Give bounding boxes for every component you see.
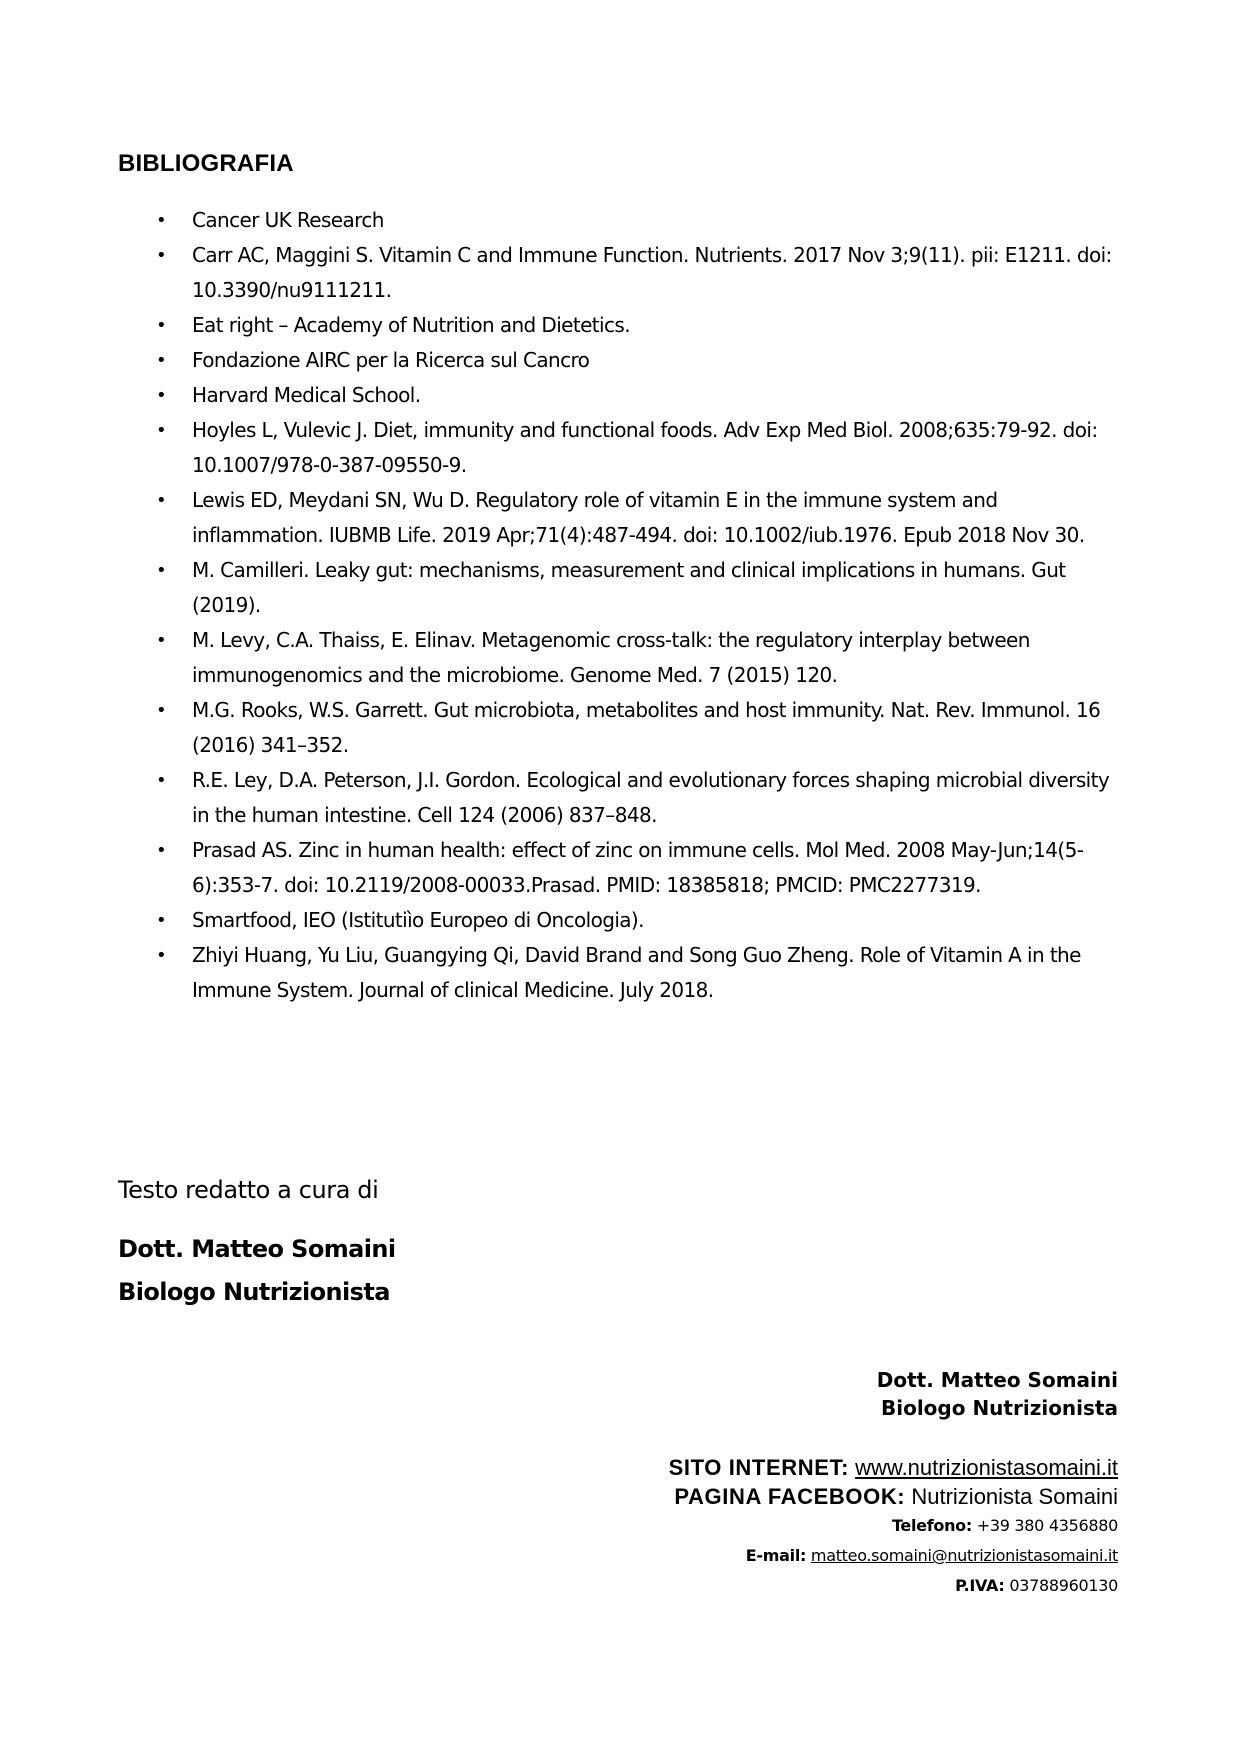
reference-item: • Zhiyi Huang, Yu Liu, Guangying Qi, David Brand and Song Guo Zheng. Role of Vitamin A in the Immune System. Journal of clinical Medicine. July 2018. [150, 938, 1130, 1008]
phone-label: Telefono: [891, 1516, 972, 1535]
reference-item: • Cancer UK Research [150, 203, 1130, 238]
reference-item: • Fondazione AIRC per la Ricerca sul Cancro [150, 343, 1130, 378]
vat-row [669, 1571, 1118, 1601]
website-link[interactable]: www.nutrizionistasomaini.it [855, 1455, 1118, 1480]
reference-list [150, 203, 1130, 1008]
website-label: SITO INTERNET: [668, 1455, 849, 1480]
facebook-row [669, 1482, 1118, 1511]
reference-item: • Hoyles L, Vulevic J. Diet, immunity and functional foods. Adv Exp Med Biol. 2008;635:79-92. doi: 10.1007/978-0-387-09550-9. [150, 413, 1130, 483]
facebook-page-name: Nutrizionista Somaini [911, 1484, 1118, 1509]
credit-line: Testo redatto a cura di [118, 1176, 379, 1204]
vat-label: P.IVA: [955, 1576, 1005, 1595]
vat-value: 03788960130 [1009, 1576, 1118, 1595]
email-link[interactable]: matteo.somaini@nutrizionistasomaini.it [810, 1546, 1118, 1565]
signature-title: Biologo Nutrizionista [880, 1396, 1118, 1420]
reference-item: • M. Levy, C.A. Thaiss, E. Elinav. Metagenomic cross-talk: the regulatory interplay between immunogenomics and the microbiome. Genome Med. 7 (2015) 120. [150, 623, 1130, 693]
bibliography-heading: BIBLIOGRAFIA [118, 150, 294, 177]
reference-item: • Eat right – Academy of Nutrition and Dietetics. [150, 308, 1130, 343]
website-row [669, 1453, 1118, 1482]
reference-item: • Harvard Medical School. [150, 378, 1130, 413]
facebook-label: PAGINA FACEBOOK: [674, 1484, 906, 1509]
phone-value: +39 380 4356880 [976, 1516, 1118, 1535]
reference-item: • Smartfood, IEO (Istitutiìo Europeo di Oncologia). [150, 903, 1130, 938]
signature-block [877, 1366, 1118, 1422]
reference-item: • M.G. Rooks, W.S. Garrett. Gut microbiota, metabolites and host immunity. Nat. Rev. Immunol. 16 (2016) 341–352. [150, 693, 1130, 763]
signature-name: Dott. Matteo Somaini [876, 1368, 1118, 1392]
phone-row [669, 1511, 1118, 1541]
contact-block [669, 1453, 1118, 1601]
reference-item: • M. Camilleri. Leaky gut: mechanisms, measurement and clinical implications in humans. Gut (2019). [150, 553, 1130, 623]
email-row [669, 1541, 1118, 1571]
reference-item: • Prasad AS. Zinc in human health: effect of zinc on immune cells. Mol Med. 2008 May-Jun;14(5-6):353-7. doi: 10.2119/2008-00033.Prasad. PMID: 18385818; PMCID: PMC2277319. [150, 833, 1130, 903]
author-block [118, 1228, 396, 1314]
author-title: Biologo Nutrizionista [118, 1278, 390, 1306]
reference-item: • Carr AC, Maggini S. Vitamin C and Immune Function. Nutrients. 2017 Nov 3;9(11). pii: E1211. doi: 10.3390/nu9111211. [150, 238, 1130, 308]
email-label: E-mail: [745, 1546, 807, 1565]
reference-item: • Lewis ED, Meydani SN, Wu D. Regulatory role of vitamin E in the immune system and inflammation. IUBMB Life. 2019 Apr;71(4):487-494. doi: 10.1002/iub.1976. Epub 2018 Nov 30. [150, 483, 1130, 553]
reference-item: • R.E. Ley, D.A. Peterson, J.I. Gordon. Ecological and evolutionary forces shaping microbial diversity in the human intestine. Cell 124 (2006) 837–848. [150, 763, 1130, 833]
author-name: Dott. Matteo Somaini [118, 1235, 396, 1263]
